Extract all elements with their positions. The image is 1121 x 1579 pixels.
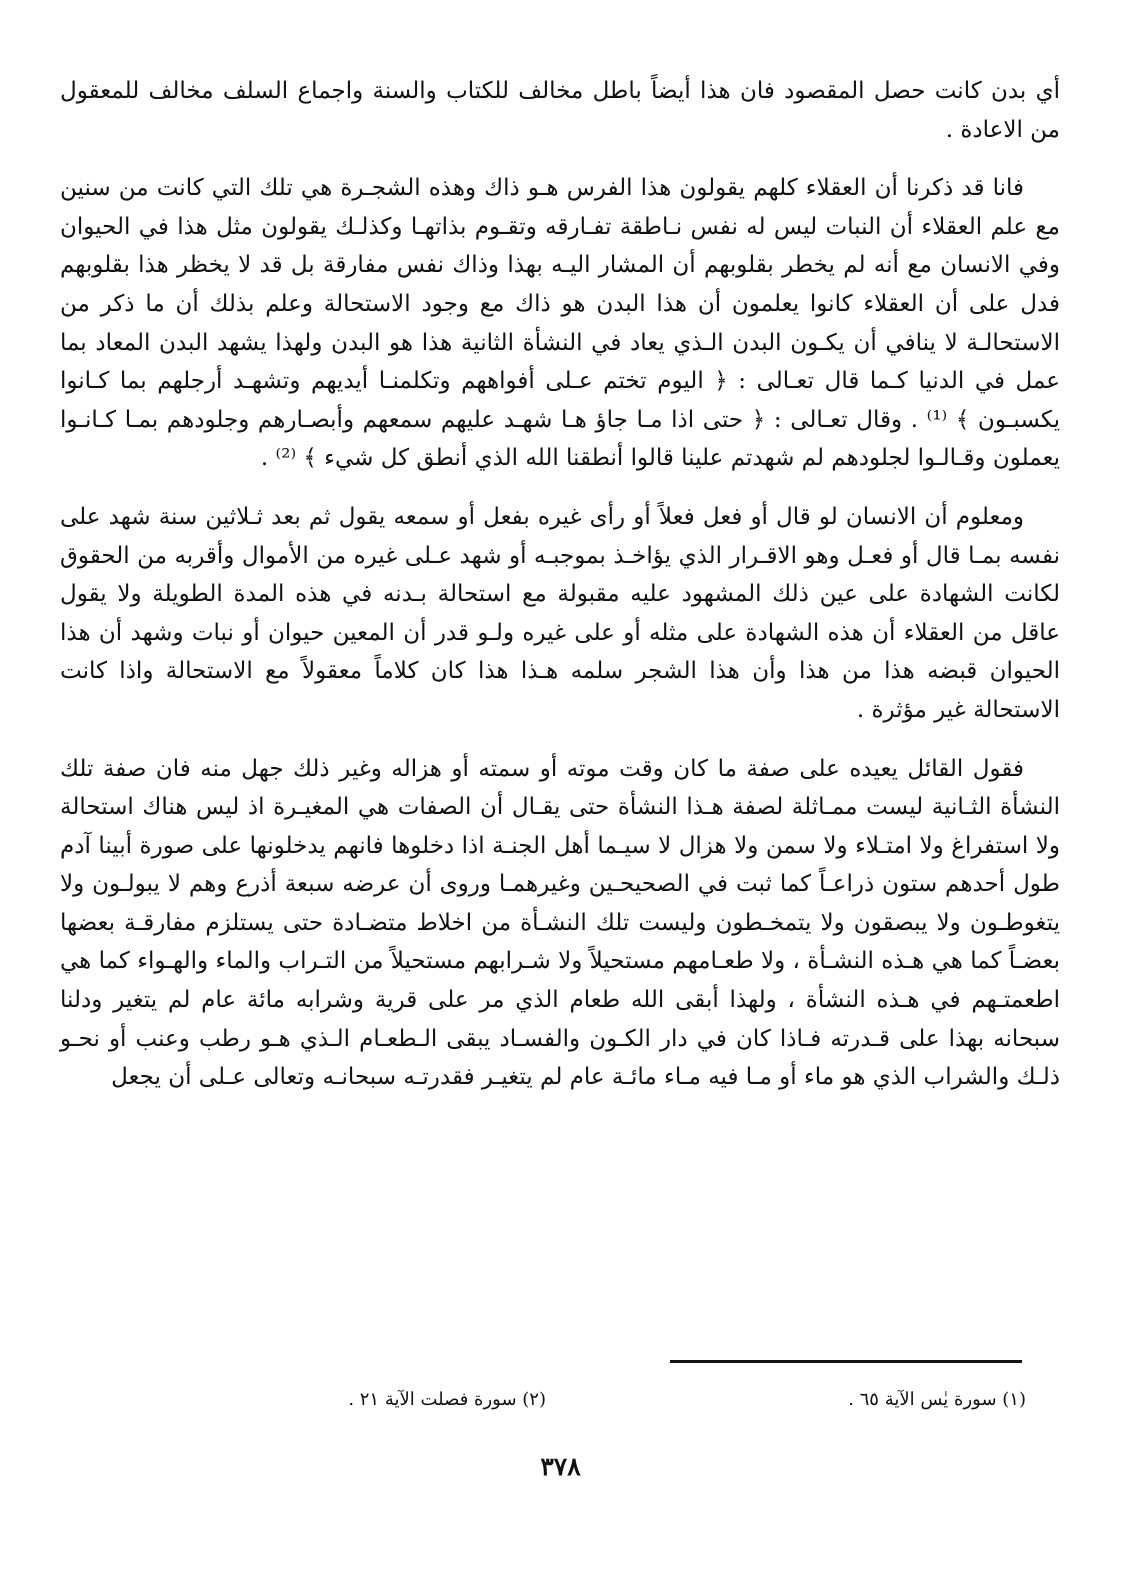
page-number: ٣٧٨ — [540, 1452, 581, 1481]
footnote-2: (٢) سورة فصلت الآية ٢١ . — [348, 1389, 546, 1410]
footnote-1: (١) سورة يٰس الآية ٦٥ . — [848, 1389, 1026, 1410]
paragraph: ومعلوم أن الانسان لو قال أو فعل فعلاً أو رأى غيره بفعل أو سمعه يقول ثم بعد ثـلاثين سنة شهد على نفسه بمـا قال أو فعـل وهو الاقـرار الذي يؤاخـذ بموجبـه أو شهد عـلى غيره من الأموال وأقربه من الحقوق لكانت الشهادة على عين ذلك المشهود عليه مقبولة مع استحالة بـدنه في هذه المدة الطويلة ولا يقول عاقل من العقلاء أن هذه الشهادة على مثله أو على غيره ولـو قدر أن المعين حيوان أو نبات وشهد أن هذا الحيوان قبضه هذا من هذا وأن هذا الشجر سلمه هـذا هذا كان كلاماً معقولاً مع الاستحالة واذا كانت الاستحالة غير مؤثرة . — [60, 503, 1060, 723]
paragraph: فانا قد ذكرنا أن العقلاء كلهم يقولون هذا الفرس هـو ذاك وهذه الشجـرة هي تلك التي كانت من سنين مع علم العقلاء أن النبات ليس له نفس نـاطقة تفـارقه وتقـوم بذاتهـا وكذلـك يقولون مثل هذا في الحيوان وفي الانسان مع أنه لم يخطر بقلوبهم أن المشار اليـه بهذا وذاك نفس مفارقة بل قد لا يخظر هذا بقلوبهم فدل على أن العقلاء كانوا يعلمون أن هذا البدن هو ذاك مع وجود الاستحالة وعلم بذلك أن ما ذكر من الاستحالـة لا ينافي أن يكـون البدن الـذي يعاد في النشأة الثانية هذا هو البدن ولهذا يشهد البدن المعاد بما عمل في الدنيا كـما قال تعـالى : ﴿ اليوم تختم عـلى أفواههم وتكلمنـا أيديهم وتشهـد أرجلهم بما كـانوا يكسبـون ﴾ ⁽¹⁾ . وقال تعـالى : ﴿ حتى اذا مـا جاؤ هـا شهـد عليهم سمعهم وأبصـارهم وجلودهم بمـا كـانـوا يعملون وقـالـوا لجلودهم لم شهدتم علينا قالوا أنطقنا الله الذي أنطق كل شيء ﴾ ⁽²⁾ . — [60, 175, 1060, 472]
paragraph-continued: أي بدن كانت حصل المقصود فان هذا أيضاً باطل مخالف للكتاب والسنة واجماع السلف مخالف للمعقول من الاعادة . — [60, 78, 1060, 143]
paragraph: فقول القائل يعيده على صفة ما كان وقت موته أو سمته أو هزاله وغير ذلك جهل منه فان صفة تلك النشأة الثـانية ليست ممـاثلة لصفة هـذا النشأة حتى يقـال أن الصفات هي المغيـرة اذ ليس هناك استحالة ولا استفراغ ولا امتـلاء ولا سمن ولا هزال لا سيـما أهل الجنـة اذا دخلوها فانهم يدخلونها على صورة أبينا آدم طول أحدهم ستون ذراعـاً كما ثبت في الصحيحـين وغيرهمـا وروى أن عرضه سبعة أذرع وهم لا يبولـون ولا يتغوطـون ولا يبصقون ولا يتمخـطون وليست تلك النشـأة من اخلاط متضـادة حتى يستلزم مفارقـة بعضها بعضـاً كما هي هـذه النشـأة ، ولا طعـامهم مستحيلاً ولا شـرابهم مستحيلاً من التـراب والماء والهـواء كما هي اطعمتـهم في هـذه النشأة ، ولهذا أبقى الله طعام الذي مر على قرية وشرابه مائة عام لم يتغير ودلنا سبحانه بهذا على قـدرته فـاذا كان في دار الكـون والفسـاد يبقى الـطعـام الـذي هـو رطب وعنب أو نحـو ذلـك والشراب الذي هو ماء أو مـا فيه مـاء مائـة عام لم يتغيـر فقدرتـه سبحانـه وتعالى عـلى أن يجعل — [60, 755, 1060, 1091]
body-text — [60, 72, 1060, 1097]
footnote-separator — [670, 1360, 1022, 1363]
